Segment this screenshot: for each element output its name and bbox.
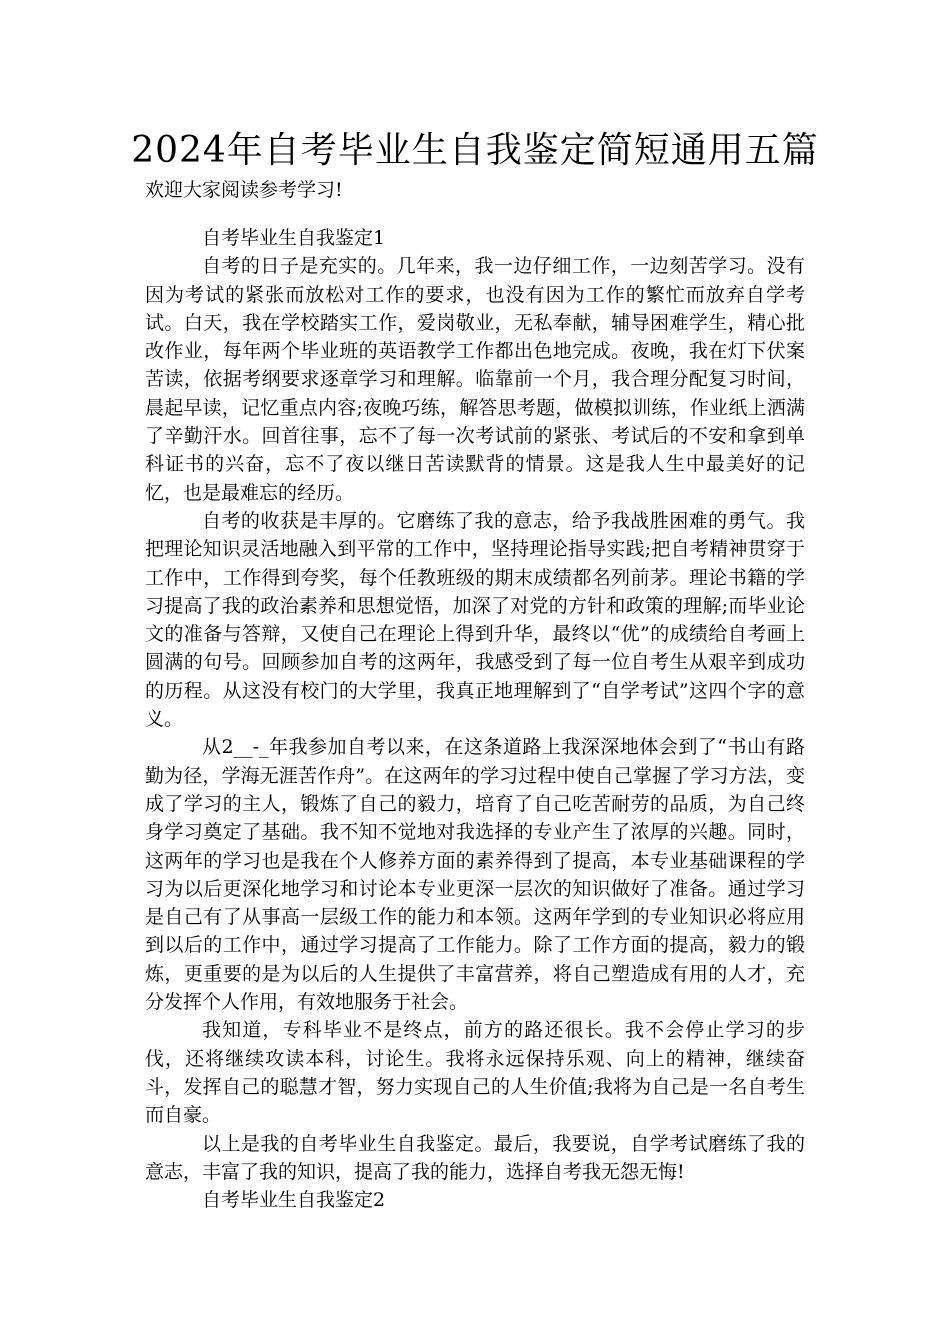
intro-line: 欢迎大家阅读参考学习! (145, 179, 343, 201)
paragraph: 以上是我的自考毕业生自我鉴定。最后，我要说，自学考试磨练了我的意志，丰富了我的知识，提高了我的能力，选择自考我无怨无悔! (145, 1132, 805, 1183)
document-body (145, 224, 805, 1214)
paragraph: 自考的日子是充实的。几年来，我一边仔细工作，一边刻苦学习。没有因为考试的紧张而放松对工作的要求，也没有因为工作的繁忙而放弃自学考试。白天，我在学校踏实工作，爱岗敬业，无私奉献，辅导困难学生，精心批改作业，每年两个毕业班的英语教学工作都出色地完成。夜晚，我在灯下伏案苦读，依据考纲要求逐章学习和理解。临靠前一个月，我合理分配复习时间，晨起早读，记忆重点内容;夜晚巧练，解答思考题，做模拟训练，作业纸上洒满了辛勤汗水。回首往事，忘不了每一次考试前的紧张、考试后的不安和拿到单科证书的兴奋，忘不了夜以继日苦读默背的情景。这是我人生中最美好的记忆，也是最难忘的经历。 (145, 255, 805, 504)
paragraph: 我知道，专科毕业不是终点，前方的路还很长。我不会停止学习的步伐，还将继续攻读本科，讨论生。我将永远保持乐观、向上的精神，继续奋斗，发挥自己的聪慧才智，努力实现自己的人生价值;我将为自己是一名自考生而自豪。 (145, 1019, 805, 1127)
paragraph: 自考的收获是丰厚的。它磨练了我的意志，给予我战胜困难的勇气。我把理论知识灵活地融入到平常的工作中，坚持理论指导实践;把自考精神贯穿于工作中，工作得到夸奖，每个任教班级的期末成绩都名列前茅。理论书籍的学习提高了我的政治素养和思想觉悟，加深了对党的方针和政策的理解;而毕业论文的准备与答辩，又使自己在理论上得到升华，最终以“优”的成绩给自考画上圆满的句号。回顾参加自考的这两年，我感受到了每一位自考生从艰辛到成功的历程。从这没有校门的大学里，我真正地理解到了“自学考试”这四个字的意义。 (145, 509, 805, 731)
section-heading: 自考毕业生自我鉴定1 (202, 227, 386, 249)
section-heading: 自考毕业生自我鉴定2 (202, 1189, 386, 1212)
paragraph: 从2__-_年我参加自考以来，在这条道路上我深深地体会到了“书山有路勤为径，学海无涯苦作舟”。在这两年的学习过程中使自己掌握了学习方法，变成了学习的主人，锻炼了自己的毅力，培育了自己吃苦耐劳的品质，为自己终身学习奠定了基础。我不知不觉地对我选择的专业产生了浓厚的兴趣。同时，这两年的学习也是我在个人修养方面的素养得到了提高，本专业基础课程的学习为以后更深化地学习和讨论本专业更深一层次的知识做好了准备。通过学习是自己有了从事高一层级工作的能力和本领。这两年学到的专业知识必将应用到以后的工作中，通过学习提高了工作能力。除了工作方面的提高，毅力的锻炼，更重要的是为以后的人生提供了丰富营养，将自己塑造成有用的人才，充分发挥个人作用，有效地服务于社会。 (145, 736, 805, 1014)
document-title: 2024年自考毕业生自我鉴定简短通用五篇 (131, 130, 819, 171)
